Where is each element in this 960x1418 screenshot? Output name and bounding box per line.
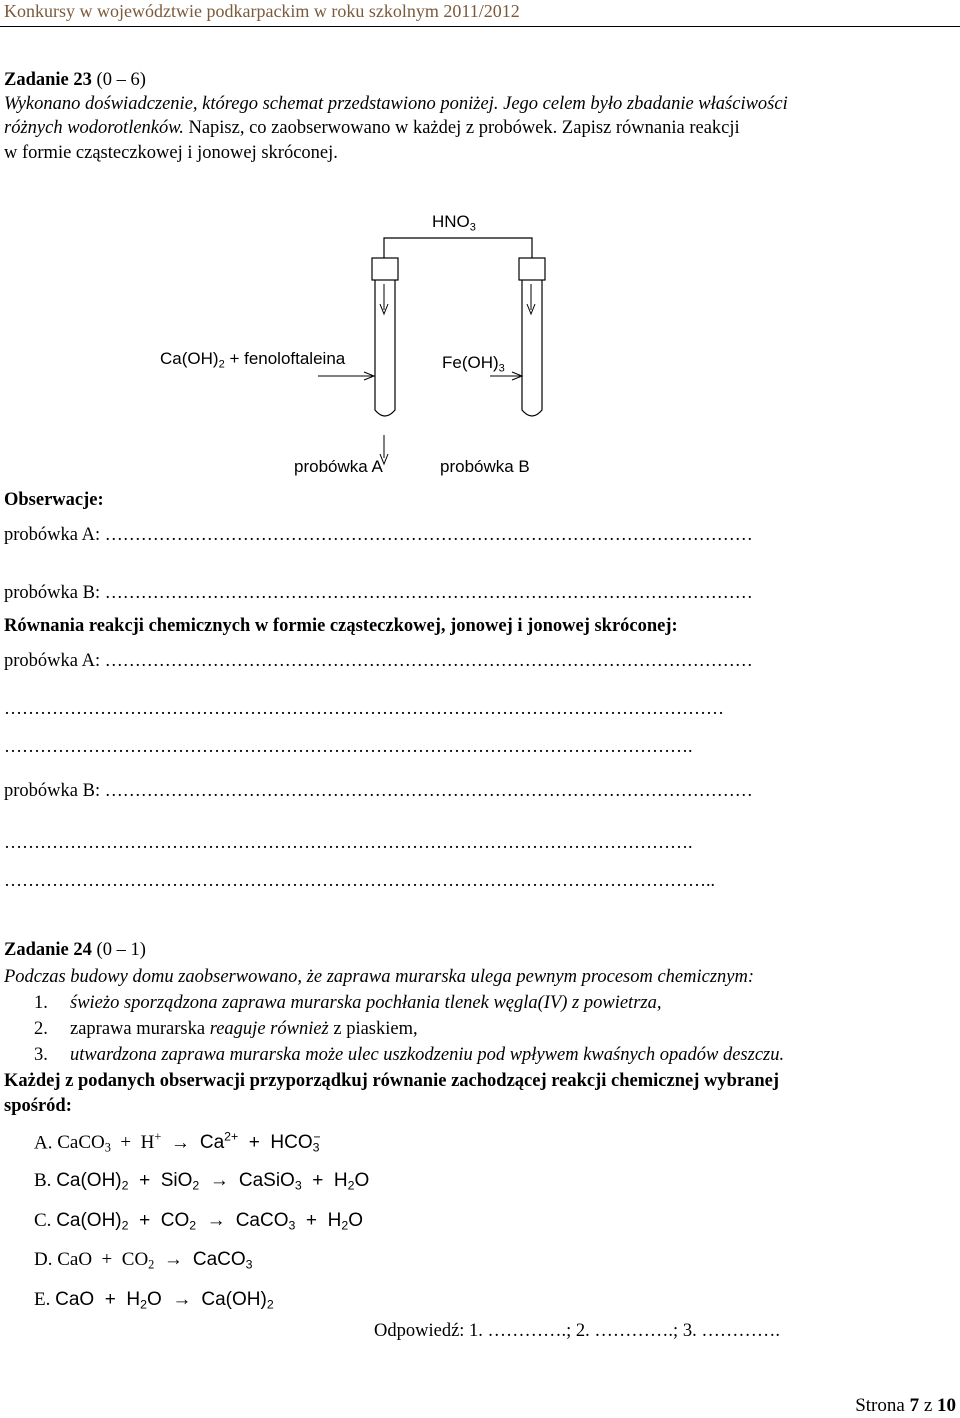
arrow-icon: → <box>172 1289 192 1310</box>
option-c: C. $Ca(OH)_2 + CO_2$ → CaCO$_3$ + $H_2O$ <box>34 1210 363 1233</box>
task23-line2 <box>4 118 740 139</box>
observations-heading: Obserwacje: <box>4 490 104 510</box>
option-a-letter: A. <box>34 1132 53 1154</box>
bracket-line <box>384 238 532 258</box>
option-a: A. CaCO$_3$ + $H^+ \to Ca^{2+} + HCO_3^-$ <box>34 1130 321 1156</box>
task24-title <box>4 940 146 961</box>
item-2-text-c: z piaskiem, <box>328 1019 418 1039</box>
eq-a-answer-line-2[interactable]: ………………………………………………………………………………………………………… <box>4 698 724 718</box>
page-total: 10 <box>937 1395 956 1416</box>
task23-title-points: (0 – 6) <box>91 70 146 90</box>
eq-b-row <box>4 780 753 802</box>
option-d: D. CaO + $CO_2$ → CaCO$_3$ <box>34 1249 253 1272</box>
option-c-letter: C. <box>34 1210 52 1231</box>
tube-a-label: probówka A <box>294 457 383 476</box>
reagent-label <box>432 212 476 233</box>
item-2-text-b: reaguje również <box>209 1019 329 1039</box>
option-b-letter: B. <box>34 1170 52 1191</box>
task24-item-1 <box>34 993 661 1014</box>
task24-item-2 <box>34 1019 418 1040</box>
task24-item-3 <box>34 1045 784 1066</box>
eq-a-label: probówka A: <box>4 651 105 671</box>
item-3-number: 3. <box>34 1045 48 1065</box>
tube-b-content-sub: 3 <box>498 362 505 375</box>
obs-b-answer-line[interactable]: ……………………………………………………………………………………………… <box>104 582 753 602</box>
header-title: Konkursy w województwie podkarpackim w roku szkolnym 2011/2012 <box>4 1 520 21</box>
option-e: E. CaO + $H_2O \to Ca(OH)_2$ <box>34 1289 274 1312</box>
task23-line1: Wykonano doświadczenie, którego schemat przedstawiono poniżej. Jego celem było zbadanie właściwości <box>4 94 788 114</box>
obs-a-row <box>4 524 753 546</box>
equations-heading: Równania reakcji chemicznych w formie cząsteczkowej, jonowej i jonowej skróconej: <box>4 616 678 636</box>
option-e-letter: E. <box>34 1289 51 1310</box>
task23-line3: w formie cząsteczkowej i jonowej skróconej. <box>4 143 338 163</box>
item-2-text-a: zaprawa murarska <box>70 1019 210 1039</box>
page-number <box>855 1395 956 1417</box>
item-1-number: 1. <box>34 993 48 1013</box>
item-2-number: 2. <box>34 1019 48 1039</box>
page-mid: z <box>919 1395 937 1416</box>
eq-a-answer-line-3[interactable]: ……………………………………………………………………………………………………. <box>4 736 693 756</box>
tube-a-content-sub: 2 <box>218 358 225 371</box>
page-prefix: Strona <box>855 1395 910 1416</box>
obs-a-label: probówka A: <box>4 525 105 545</box>
tube-a-content-main: Ca(OH) <box>160 349 219 368</box>
tube-b-stopper <box>519 258 545 280</box>
task24-title-points: (0 – 1) <box>91 940 146 960</box>
obs-a-answer-line[interactable]: ……………………………………………………………………………………………… <box>104 524 753 544</box>
arrow-icon: → <box>209 1170 229 1191</box>
tube-a-content-rest: + fenoloftaleina <box>224 349 346 368</box>
obs-b-label: probówka B: <box>4 583 105 603</box>
eq-a-answer-line-1[interactable]: ……………………………………………………………………………………………… <box>104 650 753 670</box>
task23-title <box>4 70 146 91</box>
experiment-diagram <box>150 200 570 490</box>
task23-line2-bold: Napisz, co zaobserwowano w każdej z probówek. Zapisz równania reakcji <box>188 118 740 138</box>
tube-a <box>375 280 395 416</box>
task23-title-bold: Zadanie 23 <box>4 70 92 90</box>
task24-intro: Podczas budowy domu zaobserwowano, że zaprawa murarska ulega pewnym procesom chemicznym: <box>4 967 755 987</box>
item-1-text: świeżo sporządzona zaprawa murarska pochłania tlenek węgla(IV) z powietrza, <box>70 993 662 1013</box>
answer-line[interactable]: Odpowiedź: 1. ………….; 2. ………….; 3. …………. <box>374 1321 780 1341</box>
tube-b <box>522 280 542 416</box>
tube-b-content-label <box>442 353 505 374</box>
task24-title-bold: Zadanie 24 <box>4 940 92 960</box>
eq-b-answer-line-2[interactable]: ……………………………………………………………………………………………………. <box>4 832 693 852</box>
arrow-icon: → <box>170 1132 190 1154</box>
tube-a-stopper <box>372 258 398 280</box>
tube-a-content-label <box>160 349 345 370</box>
eq-b-label: probówka B: <box>4 781 105 801</box>
tube-b-content-main: Fe(OH) <box>442 353 499 372</box>
reagent-label-main: HNO <box>432 212 470 231</box>
reagent-label-sub: 3 <box>469 221 476 234</box>
task23-line2-italic: różnych wodorotlenków. <box>4 118 189 138</box>
arrow-icon: → <box>163 1249 183 1270</box>
obs-b-row <box>4 582 753 604</box>
task24-instruction-2: spośród: <box>4 1096 72 1116</box>
eq-a-row <box>4 650 753 672</box>
tube-b-label: probówka B <box>440 457 530 476</box>
eq-b-answer-line-3[interactable]: ……………………………………………………………………………………………………….. <box>4 870 715 890</box>
item-3-text: utwardzona zaprawa murarska może ulec uszkodzeniu pod wpływem kwaśnych opadów deszczu. <box>70 1045 785 1065</box>
page-current: 7 <box>909 1395 920 1416</box>
eq-b-answer-line-1[interactable]: ……………………………………………………………………………………………… <box>104 780 753 800</box>
arrow-icon: → <box>206 1210 226 1231</box>
option-d-letter: D. <box>34 1249 53 1270</box>
task24-instruction-1: Każdej z podanych obserwacji przyporządkuj równanie zachodzącej reakcji chemicznej wybranej <box>4 1071 779 1091</box>
option-b: B. $Ca(OH)_2 + SiO_2$ → CaSiO$_3$ + $H_2O$ <box>34 1170 370 1193</box>
